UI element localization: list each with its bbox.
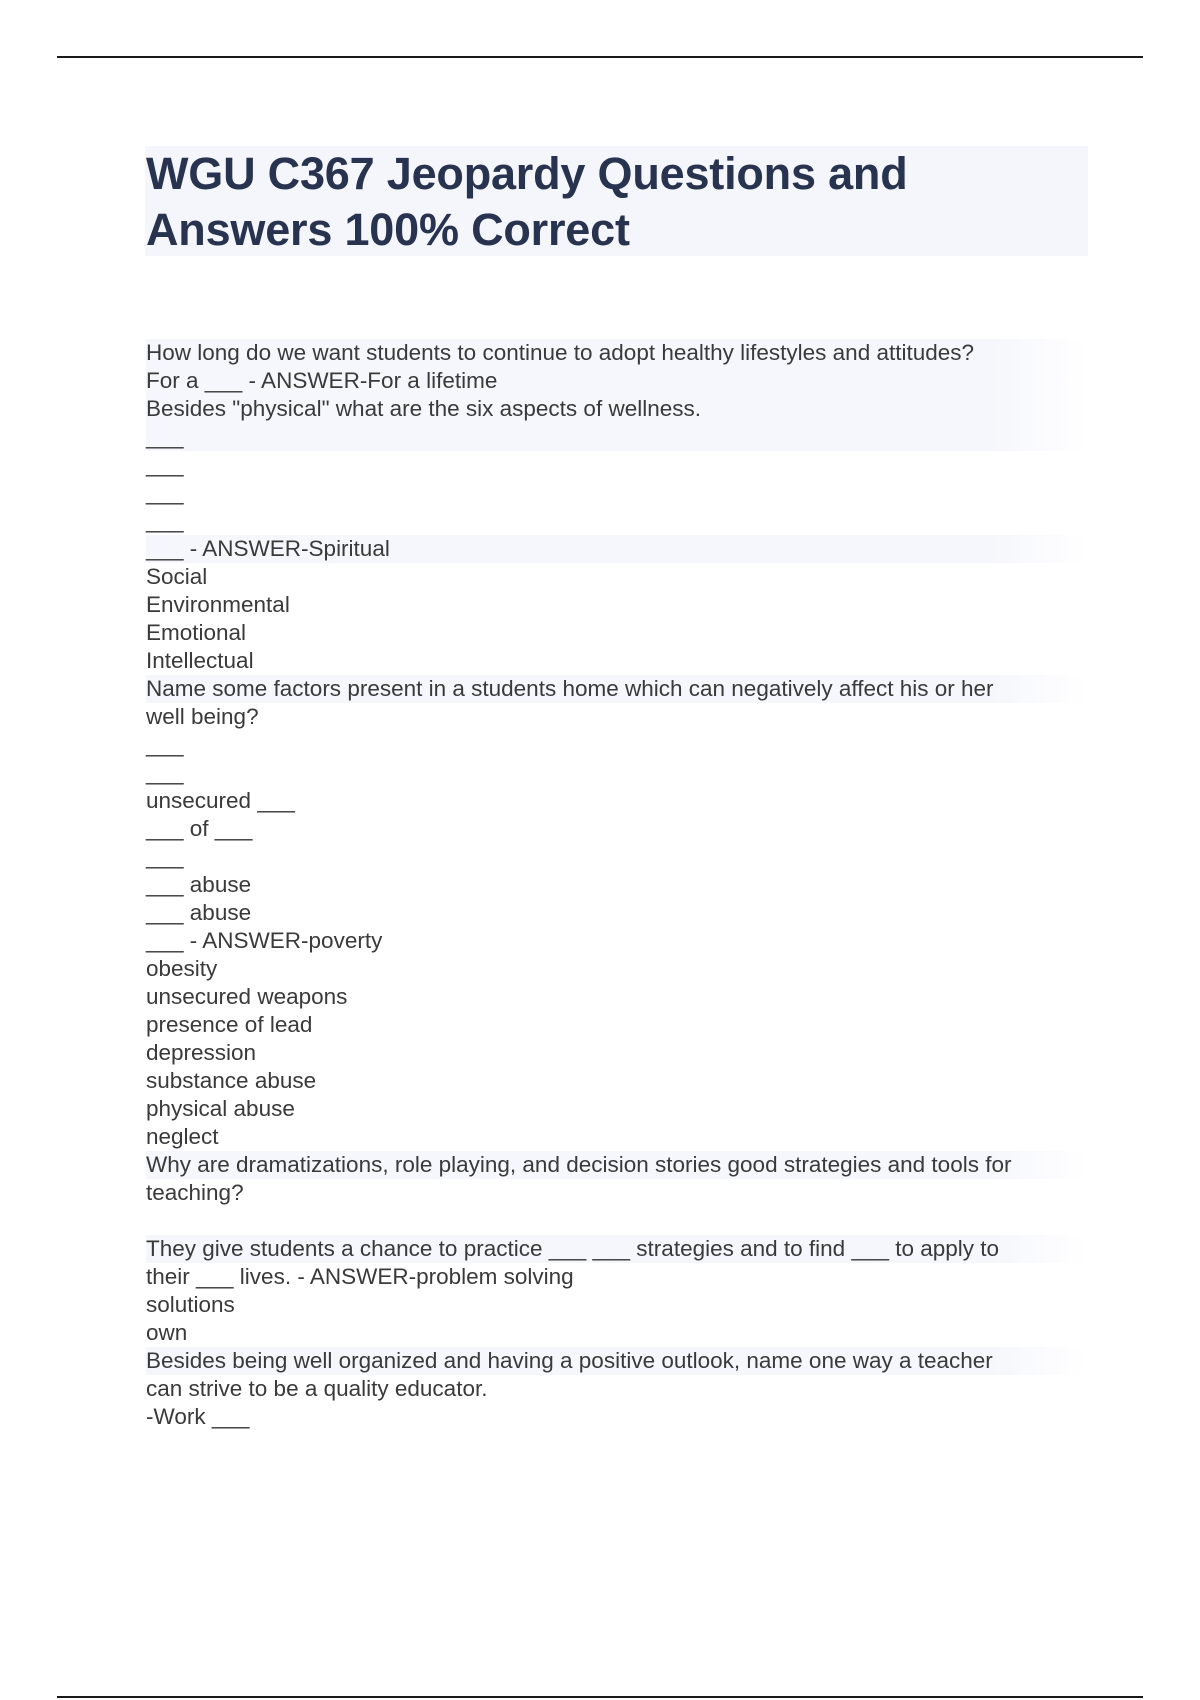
text-line: ___	[146, 452, 184, 477]
text-line: substance abuse	[146, 1068, 317, 1093]
text-line: their ___ lives. - ANSWER-problem solving	[146, 1264, 574, 1289]
text-line: Name some factors present in a students home which can negatively affect his or her	[146, 675, 1086, 703]
text-line: presence of lead	[146, 1012, 313, 1037]
text-line: Environmental	[146, 592, 290, 617]
text-line: solutions	[146, 1292, 235, 1317]
text-line: ___ - ANSWER-poverty	[146, 928, 383, 953]
text-line: Why are dramatizations, role playing, and decision stories good strategies and tools for	[146, 1151, 1086, 1179]
text-line: For a ___ - ANSWER-For a lifetime	[146, 367, 1086, 395]
text-line: ___ - ANSWER-Spiritual	[146, 535, 1086, 563]
text-line: ___	[146, 844, 184, 869]
text-line: neglect	[146, 1124, 219, 1149]
text-line: can strive to be a quality educator.	[146, 1376, 488, 1401]
text-line: physical abuse	[146, 1096, 295, 1121]
text-line: ___ of ___	[146, 816, 253, 841]
text-line: Emotional	[146, 620, 247, 645]
title-line-1: WGU C367 Jeopardy Questions and	[146, 148, 908, 199]
text-line: Besides "physical" what are the six aspects of wellness.	[146, 395, 1086, 423]
text-line: teaching?	[146, 1180, 244, 1205]
text-line: ___	[146, 508, 184, 533]
document-body	[146, 339, 1086, 1431]
text-line: Intellectual	[146, 648, 254, 673]
text-line: own	[146, 1320, 188, 1345]
title-line-2: Answers 100% Correct	[146, 204, 630, 255]
text-line: ___ abuse	[146, 900, 252, 925]
text-line: Social	[146, 564, 208, 589]
text-line: unsecured ___	[146, 788, 295, 813]
text-line: Besides being well organized and having a positive outlook, name one way a teacher	[146, 1347, 1086, 1375]
text-line: ___	[146, 423, 1086, 451]
bottom-rule	[57, 1696, 1143, 1698]
text-line: well being?	[146, 704, 259, 729]
title-block	[145, 146, 1088, 256]
text-line: ___	[146, 480, 184, 505]
text-line: ___	[146, 732, 184, 757]
text-line: depression	[146, 1040, 257, 1065]
text-line: ___	[146, 760, 184, 785]
text-line: obesity	[146, 956, 218, 981]
top-rule	[57, 56, 1143, 58]
text-line: unsecured weapons	[146, 984, 348, 1009]
blank-line	[146, 1207, 1086, 1235]
document-title	[145, 146, 1088, 258]
text-line: They give students a chance to practice ___ ___ strategies and to find ___ to apply to	[146, 1235, 1086, 1263]
text-line: -Work ___	[146, 1404, 250, 1429]
text-line: How long do we want students to continue to adopt healthy lifestyles and attitudes?	[146, 339, 1086, 367]
text-line: ___ abuse	[146, 872, 252, 897]
